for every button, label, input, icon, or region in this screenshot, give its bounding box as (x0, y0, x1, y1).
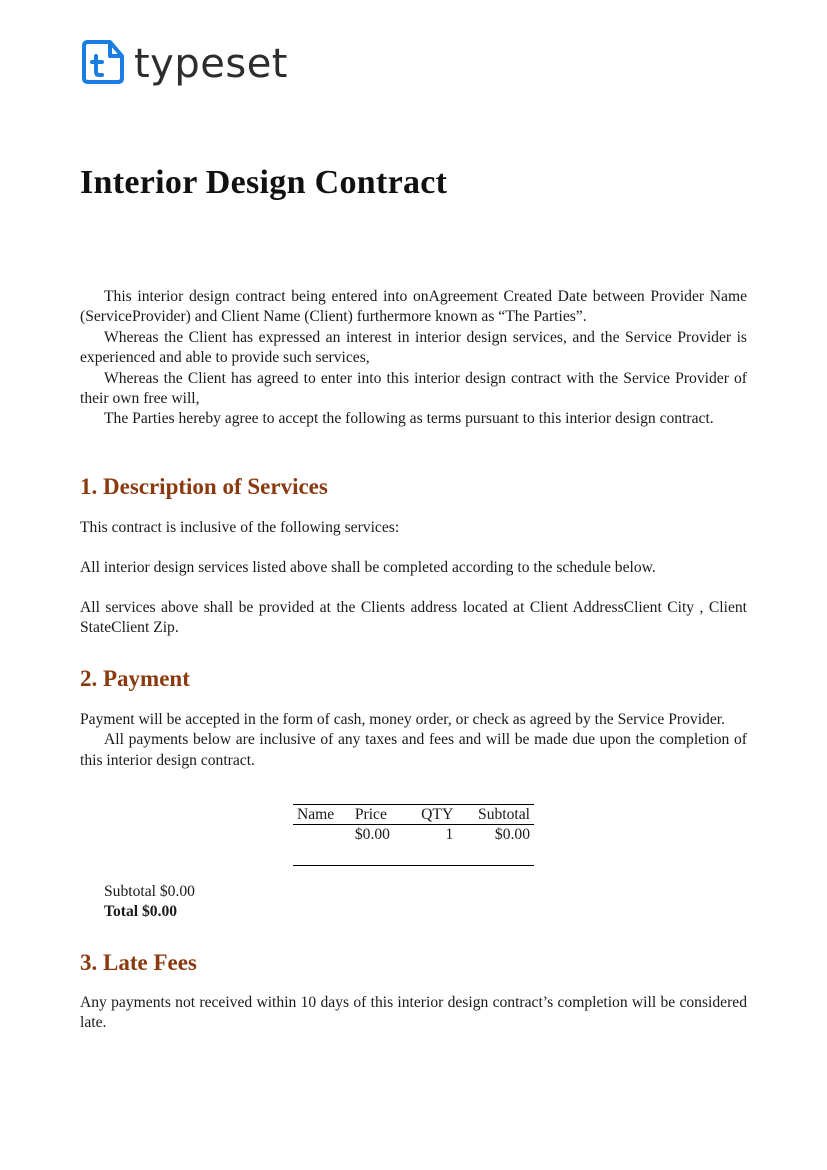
payment-text (80, 710, 747, 771)
paragraph: All interior design services listed above shall be completed according to the schedule below. (80, 559, 656, 576)
column-header-price: Price (351, 805, 406, 825)
table-header-row (293, 805, 534, 825)
section-heading-services: 1. Description of Services (80, 474, 328, 499)
subtotal-line: Subtotal $0.00 (104, 883, 195, 900)
services-text (80, 558, 747, 578)
intro-paragraph: The Parties hereby agree to accept the following as terms pursuant to this interior design contract. (104, 410, 714, 428)
intro-paragraphs (80, 287, 747, 430)
typeset-logo-icon (80, 38, 126, 86)
column-header-qty: QTY (406, 805, 457, 825)
intro-paragraph: This interior design contract being entered into onAgreement Created Date between Provider Name (ServiceProvider) and Client Name (Client) furthermore known as “The Parties”. (80, 288, 747, 326)
services-text (80, 518, 747, 538)
late-fees-text (80, 993, 747, 1034)
cell-subtotal: $0.00 (494, 826, 530, 843)
services-text (80, 598, 747, 639)
typeset-logo (80, 38, 288, 86)
section-heading-payment: 2. Payment (80, 666, 190, 691)
cell-price: $0.00 (354, 826, 390, 843)
column-header-subtotal: Subtotal (457, 805, 534, 825)
intro-paragraph: Whereas the Client has agreed to enter into this interior design contract with the Service Provider of their own free will, (80, 369, 747, 408)
document-title: Interior Design Contract (80, 164, 448, 201)
logo-wordmark: typeset (134, 41, 288, 87)
intro-paragraph: Whereas the Client has expressed an interest in interior design services, and the Service Provider is experienced and able to provide such services, (80, 328, 747, 367)
paragraph: Any payments not received within 10 days of this interior design contract’s completion will be considered late. (80, 994, 747, 1032)
table-row (293, 825, 534, 845)
section-heading-late-fees: 3. Late Fees (80, 950, 197, 975)
column-header-name: Name (293, 805, 351, 825)
paragraph: All payments below are inclusive of any taxes and fees and will be made due upon the completion of this interior design contract. (80, 731, 747, 769)
payment-totals (104, 882, 195, 922)
table-spacer-row (293, 844, 534, 866)
payment-table (293, 804, 534, 866)
paragraph: This contract is inclusive of the following services: (80, 519, 400, 536)
cell-name (293, 825, 351, 845)
total-line: Total $0.00 (104, 903, 178, 920)
paragraph: Payment will be accepted in the form of cash, money order, or check as agreed by the Service Provider. (80, 711, 725, 728)
cell-qty: 1 (445, 826, 454, 843)
paragraph: All services above shall be provided at the Clients address located at Client AddressClient City , Client StateClient Zip. (80, 599, 747, 637)
